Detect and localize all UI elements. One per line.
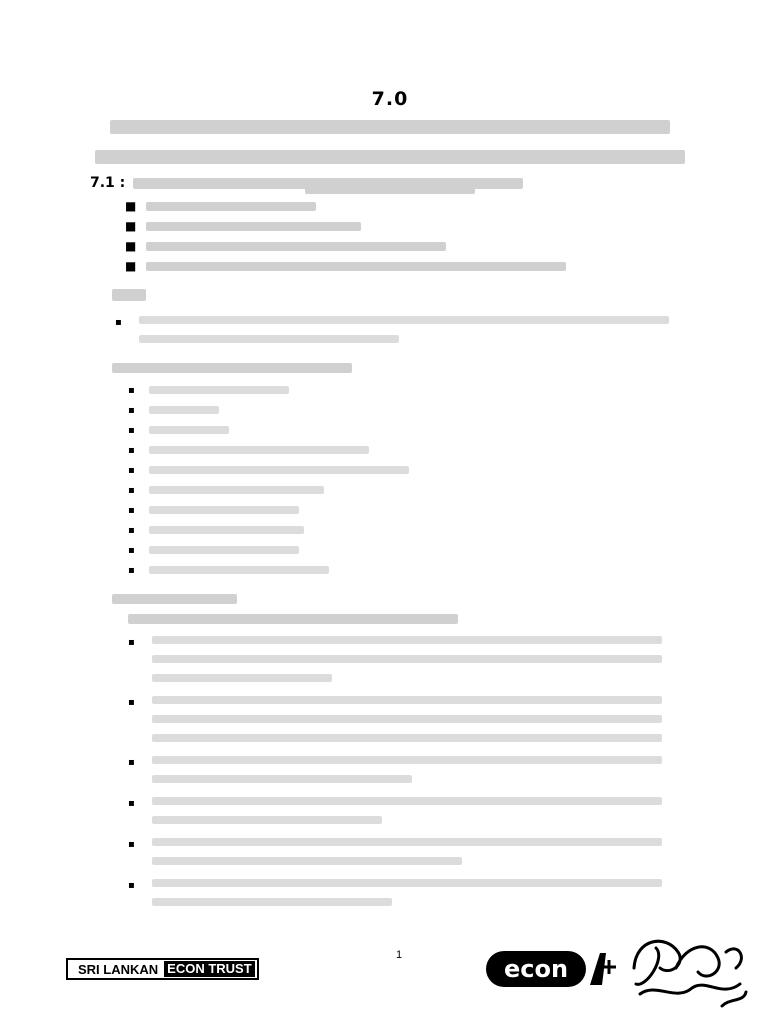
list-item bbox=[128, 756, 662, 783]
footer-org-label bbox=[66, 958, 259, 980]
list-item bbox=[128, 560, 409, 580]
subheading bbox=[112, 289, 146, 301]
paragraph-text bbox=[152, 838, 662, 865]
econ-logo bbox=[486, 945, 618, 993]
list-item bbox=[128, 636, 662, 682]
list-item bbox=[128, 838, 662, 865]
item-text bbox=[149, 546, 299, 554]
bullet-icon: ▪ bbox=[128, 798, 135, 809]
bullet-icon: ▪ bbox=[128, 524, 135, 536]
list-item bbox=[128, 520, 409, 540]
bullet-icon: ▪ bbox=[128, 444, 135, 456]
list-item bbox=[115, 316, 669, 343]
list-item bbox=[125, 236, 566, 256]
subheading bbox=[112, 594, 237, 604]
list-item bbox=[128, 797, 662, 824]
list-item bbox=[125, 196, 566, 216]
bullet-icon: ▪ bbox=[128, 757, 135, 768]
list-item bbox=[128, 696, 662, 742]
bullet-icon: ▪ bbox=[128, 384, 135, 396]
paragraph-text bbox=[152, 879, 662, 906]
list-item bbox=[128, 500, 409, 520]
bullet-icon: ▪ bbox=[128, 464, 135, 476]
list-item bbox=[128, 400, 409, 420]
list-item bbox=[125, 256, 566, 276]
bullet-icon: ▪ bbox=[128, 484, 135, 496]
bullet-icon: ▪ bbox=[128, 839, 135, 850]
footer-org-part2: ECON TRUST bbox=[164, 961, 255, 977]
logo-wordmark: econ bbox=[503, 955, 569, 983]
list-item bbox=[125, 216, 566, 236]
item-text bbox=[149, 566, 329, 574]
bullet-icon: ■ bbox=[125, 259, 137, 273]
paragraph-list bbox=[115, 316, 669, 343]
item-text bbox=[149, 526, 304, 534]
paragraph-text bbox=[152, 696, 662, 742]
subheading bbox=[128, 614, 458, 624]
bullet-icon: ▪ bbox=[128, 424, 135, 436]
list-item bbox=[128, 460, 409, 480]
section-heading bbox=[90, 175, 523, 191]
item-text bbox=[146, 202, 316, 211]
bullet-icon: ▪ bbox=[128, 697, 135, 708]
paragraph-text bbox=[152, 797, 662, 824]
bullet-icon: ■ bbox=[125, 239, 137, 253]
item-text bbox=[149, 466, 409, 474]
bullet-icon: ▪ bbox=[128, 637, 135, 648]
bullet-icon: ▪ bbox=[128, 880, 135, 891]
page-number: 1 bbox=[396, 949, 403, 961]
objectives-list bbox=[125, 196, 566, 276]
item-text bbox=[149, 506, 299, 514]
item-text bbox=[146, 242, 446, 251]
item-text bbox=[149, 446, 369, 454]
footer-org-part1: SRI LANKAN bbox=[78, 961, 159, 977]
item-text bbox=[149, 406, 219, 414]
item-text bbox=[149, 386, 289, 394]
bullet-icon: ▪ bbox=[128, 504, 135, 516]
list-item bbox=[128, 480, 409, 500]
list-item bbox=[128, 380, 409, 400]
heading-text-line bbox=[110, 120, 670, 134]
bullet-icon: ▪ bbox=[115, 317, 122, 328]
handwritten-signature-logo bbox=[626, 928, 752, 1012]
paragraph-text bbox=[139, 316, 669, 343]
paragraph-text bbox=[152, 636, 662, 682]
item-text bbox=[149, 426, 229, 434]
list-item bbox=[128, 540, 409, 560]
item-text bbox=[149, 486, 324, 494]
bullet-icon: ▪ bbox=[128, 404, 135, 416]
chapter-number: 7.0 bbox=[371, 88, 409, 110]
features-list bbox=[128, 380, 409, 580]
bullet-icon: ■ bbox=[125, 199, 137, 213]
section-title-text bbox=[133, 178, 523, 189]
section-number: 7.1 : bbox=[90, 175, 126, 191]
subheading bbox=[112, 363, 352, 373]
item-text bbox=[146, 262, 566, 271]
list-item bbox=[128, 879, 662, 906]
bullet-icon: ▪ bbox=[128, 564, 135, 576]
paragraph-text bbox=[152, 756, 662, 783]
list-item bbox=[128, 440, 409, 460]
bullet-icon: ▪ bbox=[128, 544, 135, 556]
list-item bbox=[128, 420, 409, 440]
bullet-icon: ■ bbox=[125, 219, 137, 233]
item-text bbox=[146, 222, 361, 231]
functions-list bbox=[128, 636, 662, 906]
heading-text-line bbox=[95, 150, 685, 164]
